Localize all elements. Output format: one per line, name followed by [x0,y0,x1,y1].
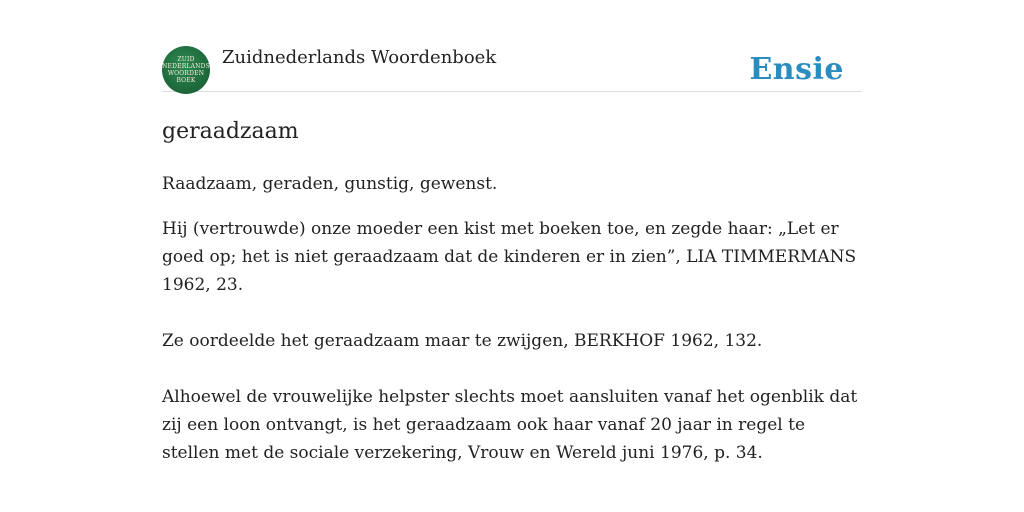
site-name-link[interactable]: Zuidnederlands Woordenboek [222,47,497,68]
entry-definition: Raadzaam, geraden, gunstig, gewenst. [162,174,498,194]
example-quote: Alhoewel de vrouwelijke helpster slechts moet aansluiten vanaf het ogenblik dat zij een loon ontvangt, is het geraadzaam ook haar vanaf 20 jaar in regel te stellen met de sociale verzekering, Vrouw en Wereld juni 1976, p. 34. [162,387,858,463]
logo-line: WOORDEN [167,70,205,77]
ensie-brand-logo[interactable]: Ensie [749,52,844,87]
example-quote: Ze oordeelde het geraadzaam maar te zwijgen, BERKHOF 1962, 132. [162,331,763,351]
logo-line: BOEK [176,77,196,84]
entry-card [162,44,862,467]
entry-title: geraadzaam [162,119,299,144]
logo-line: NEDERLANDS [162,63,210,70]
dictionary-logo[interactable] [162,46,210,94]
logo-line: ZUID [177,56,195,63]
example-quote: Hij (vertrouwde) onze moeder een kist met boeken toe, en zegde haar: „Let er goed op; het is niet geraadzaam dat de kinderen er in zien”, LIA TIMMERMANS 1962, 23. [162,219,857,295]
header [162,44,862,92]
